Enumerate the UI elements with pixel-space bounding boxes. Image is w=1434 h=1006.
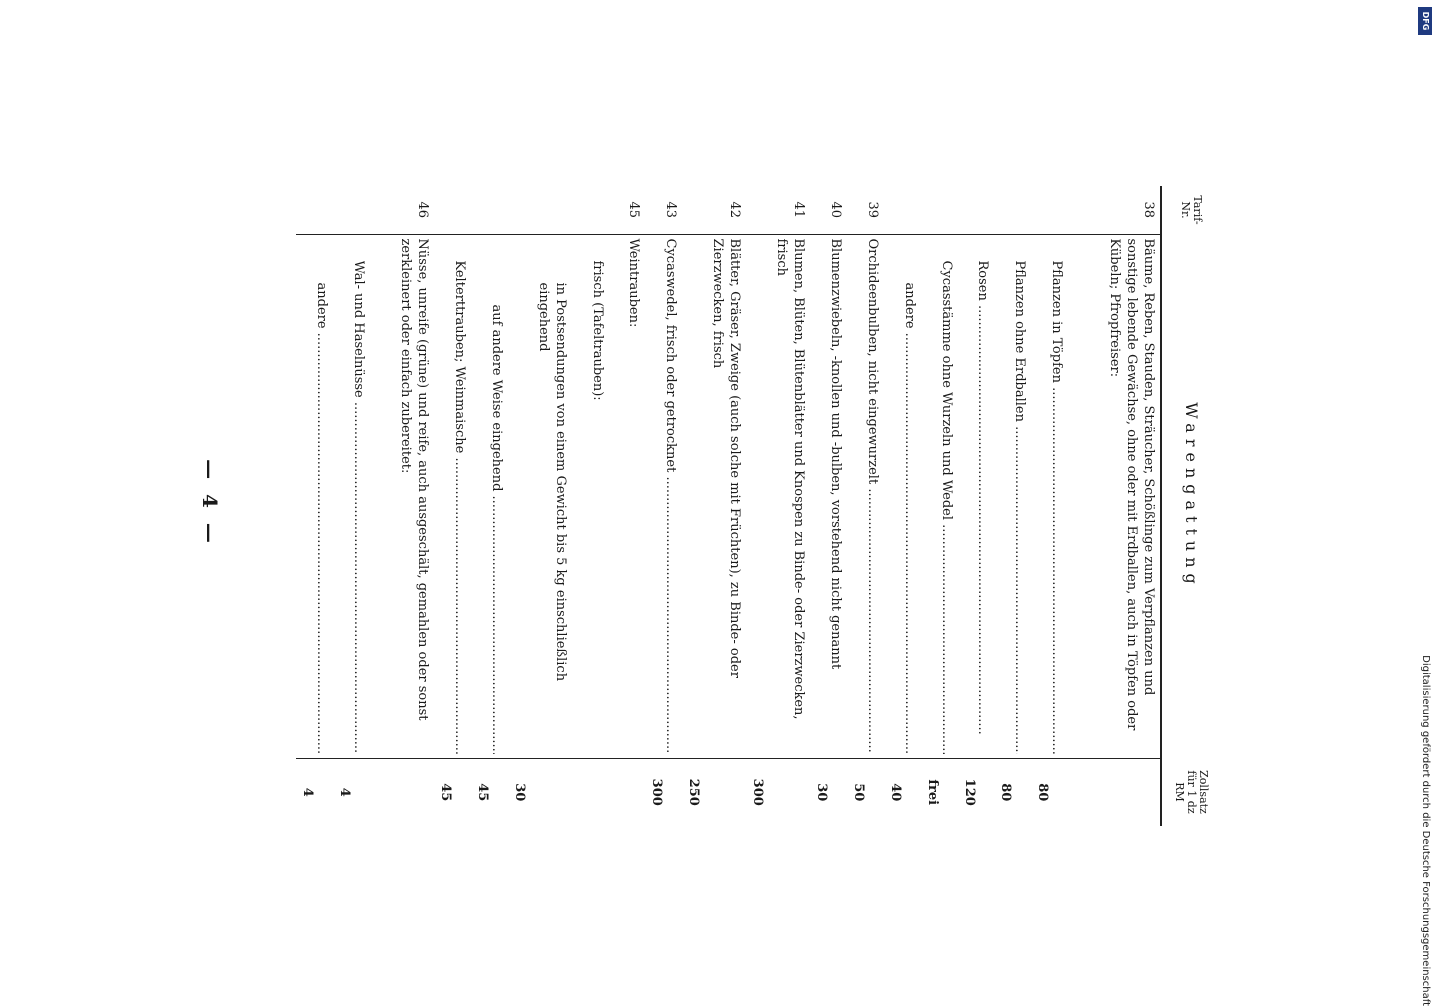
- header-zollsatz-line2: für 1 dz: [1185, 770, 1198, 814]
- table-row: [884, 186, 921, 826]
- warengattung-text: Rosen .....: [974, 261, 991, 754]
- warengattung-text: Blätter, Gräser, Zweige (auch solche mit Früchten), zu Binde- oder Zierzwecken, frisch: [710, 238, 743, 678]
- tarif-nr-cell: [921, 186, 958, 234]
- warengattung-cell: [746, 234, 810, 758]
- warengattung-text: Orchideenbulben, nicht eingewurzelt .....: [864, 239, 881, 754]
- tarif-nr-cell: [296, 186, 333, 234]
- header-zollsatz-unit: RM: [1173, 782, 1186, 802]
- warengattung-cell: [994, 234, 1031, 758]
- warengattung-cell: [682, 234, 746, 758]
- table-row: [645, 186, 682, 826]
- table-row: [958, 186, 995, 826]
- header-zollsatz-line1: Zollsatz: [1197, 770, 1210, 814]
- zollsatz-cell: 250: [682, 758, 746, 826]
- warengattung-text: andere .....: [313, 283, 330, 754]
- warengattung-text: Blumen, Blüten, Blütenblätter und Knospen zu Binde- oder Zierzwecken, frisch: [774, 238, 807, 720]
- zollsatz-cell: 120: [958, 758, 995, 826]
- table-row: [810, 186, 847, 826]
- warengattung-cell: [645, 234, 682, 758]
- table-row: [921, 186, 958, 826]
- warengattung-cell: [508, 234, 572, 758]
- warengattung-cell: [296, 234, 333, 758]
- warengattung-text: in Postsendungen von einem Gewicht bis 5 kg einschließlich eingehend: [535, 282, 568, 682]
- credit-text: Digitalisierung gefördert durch die Deutsche Forschungsgemeinschaft: [1420, 655, 1431, 1006]
- zollsatz-cell: 45: [434, 758, 471, 826]
- warengattung-cell: [847, 234, 884, 758]
- header-tarif-nr: Tarif-Nr.: [1161, 186, 1220, 234]
- table-row: [572, 186, 609, 826]
- table-row: [994, 186, 1031, 826]
- warengattung-cell: [1068, 234, 1161, 758]
- warengattung-text: Wal- und Haselnüsse .....: [350, 261, 367, 754]
- tariff-table: [296, 186, 1220, 818]
- warengattung-text: frisch (Tafeltrauben):: [589, 260, 605, 401]
- zollsatz-cell: 80: [994, 758, 1031, 826]
- zollsatz-cell: [1068, 758, 1161, 826]
- warengattung-cell: [572, 234, 609, 758]
- zollsatz-cell: frei: [921, 758, 958, 826]
- tarif-nr-cell: [471, 186, 508, 234]
- table-row: [746, 186, 810, 826]
- warengattung-cell: [958, 234, 995, 758]
- tarif-nr-cell: 43: [645, 186, 682, 234]
- tariff-table-grid: [296, 186, 1220, 826]
- zollsatz-cell: [370, 758, 434, 826]
- table-row: [609, 186, 646, 826]
- tarif-nr-cell: [333, 186, 370, 234]
- warengattung-cell: [333, 234, 370, 758]
- warengattung-cell: [921, 234, 958, 758]
- warengattung-text: Bäume, Reben, Stauden, Sträucher, Schößlinge zum Verpflanzen und sonstige lebende Gewächse, ohne oder mit Erdballen, auch in Töpfen oder Kübeln; Pfropfreiser:: [1107, 238, 1156, 731]
- tarif-nr-cell: [1031, 186, 1068, 234]
- zollsatz-cell: 40: [884, 758, 921, 826]
- warengattung-cell: [884, 234, 921, 758]
- zollsatz-cell: 30: [810, 758, 847, 826]
- warengattung-text: Kelterttrauben; Weinmaische .....: [451, 261, 468, 754]
- warengattung-text: Pflanzen ohne Erdballen .....: [1011, 261, 1028, 754]
- digitization-credit: [1418, 6, 1432, 1006]
- warengattung-text: Cycaswedel, frisch oder getrocknet .....: [662, 239, 679, 754]
- tarif-nr-cell: [508, 186, 572, 234]
- table-row: [847, 186, 884, 826]
- table-body: [296, 186, 1161, 826]
- dfg-logo: [1418, 7, 1432, 35]
- warengattung-text: andere .....: [901, 283, 918, 754]
- tarif-nr-cell: [572, 186, 609, 234]
- page-number: [196, 458, 224, 548]
- table-row: [434, 186, 471, 826]
- warengattung-cell: [810, 234, 847, 758]
- warengattung-cell: [609, 234, 646, 758]
- header-zollsatz: [1161, 758, 1220, 826]
- table-row: [508, 186, 572, 826]
- zollsatz-cell: 4: [296, 758, 333, 826]
- zollsatz-cell: 300: [645, 758, 682, 826]
- table-row: [1068, 186, 1161, 826]
- table-row: [1031, 186, 1068, 826]
- zollsatz-cell: [609, 758, 646, 826]
- tarif-nr-cell: 38: [1068, 186, 1161, 234]
- zollsatz-cell: 50: [847, 758, 884, 826]
- table-row: [333, 186, 370, 826]
- zollsatz-cell: 4: [333, 758, 370, 826]
- tarif-nr-cell: 42: [682, 186, 746, 234]
- warengattung-cell: [1031, 234, 1068, 758]
- page-number-text: — 4 —: [198, 459, 222, 547]
- warengattung-text: Pflanzen in Töpfen .....: [1048, 261, 1065, 754]
- zollsatz-cell: [572, 758, 609, 826]
- warengattung-text: Nüsse, unreife (grüne) und reife, auch ausgeschält, gemahlen oder sonst zerkleinert oder einfach zubereitet:: [397, 238, 430, 721]
- warengattung-cell: [370, 234, 434, 758]
- warengattung-cell: [471, 234, 508, 758]
- warengattung-text: Weintrauben:: [626, 238, 642, 328]
- warengattung-cell: [434, 234, 471, 758]
- table-row: [682, 186, 746, 826]
- tarif-nr-cell: [994, 186, 1031, 234]
- tarif-nr-cell: [434, 186, 471, 234]
- zollsatz-cell: 30: [508, 758, 572, 826]
- tarif-nr-cell: 45: [609, 186, 646, 234]
- table-row: [296, 186, 333, 826]
- dfg-logo-text: DFG: [1421, 11, 1430, 31]
- warengattung-text: auf andere Weise eingehend .....: [488, 305, 505, 754]
- table-row: [471, 186, 508, 826]
- zollsatz-cell: 80: [1031, 758, 1068, 826]
- zollsatz-cell: 45: [471, 758, 508, 826]
- tarif-nr-cell: [958, 186, 995, 234]
- warengattung-text: Blumenzwiebeln, -knollen und -bulben, vorstehend nicht genannt: [828, 238, 844, 670]
- tarif-nr-cell: [884, 186, 921, 234]
- warengattung-text: Cycasstämme ohne Wurzeln und Wedel .....: [938, 261, 955, 754]
- tarif-nr-cell: 39: [847, 186, 884, 234]
- tarif-nr-cell: 41: [746, 186, 810, 234]
- tarif-nr-cell: 46: [370, 186, 434, 234]
- table-header-row: [1161, 186, 1220, 826]
- header-warengattung: Warengattung: [1161, 234, 1220, 758]
- tarif-nr-cell: 40: [810, 186, 847, 234]
- table-row: [370, 186, 434, 826]
- zollsatz-cell: 300: [746, 758, 810, 826]
